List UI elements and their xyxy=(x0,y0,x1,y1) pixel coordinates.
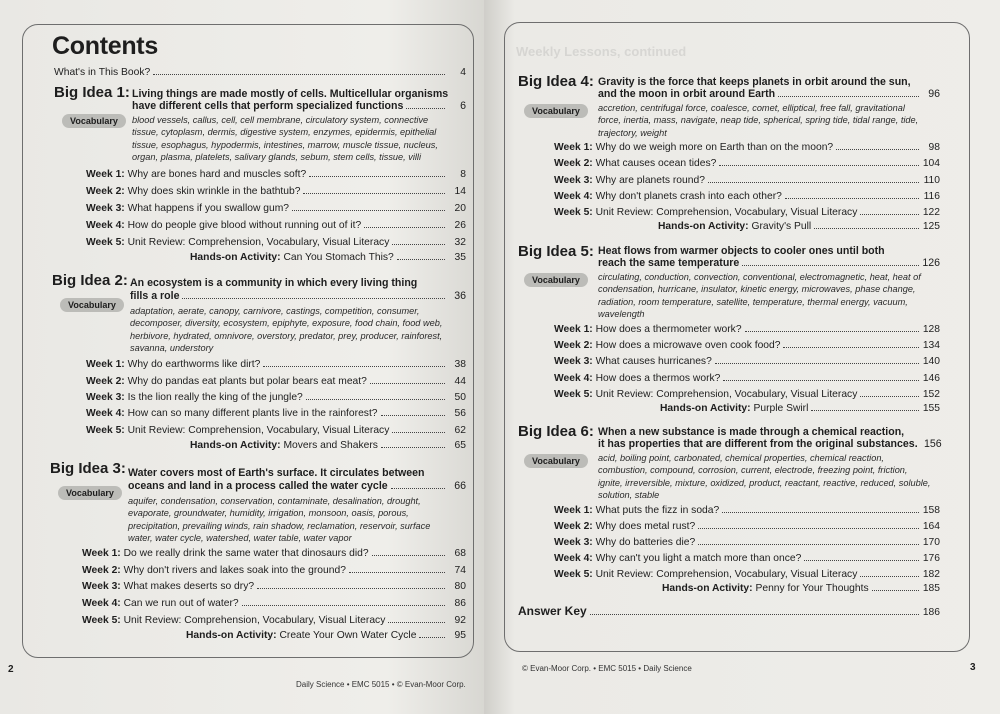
leader-dots xyxy=(715,355,919,364)
big-idea-3-entry xyxy=(128,480,466,493)
leader-dots xyxy=(723,372,919,381)
big-idea-5-label: Big Idea 5: xyxy=(518,243,594,260)
week-label: Week 5: xyxy=(554,389,593,400)
week-page: 134 xyxy=(922,340,940,351)
week-page: 32 xyxy=(454,237,466,248)
week-page: 26 xyxy=(454,220,466,231)
contents-title: Contents xyxy=(52,32,158,60)
big-idea-1-hands-on xyxy=(190,251,466,265)
big-idea-6-vocab-list: acid, boiling point, carbonated, chemical properties, chemical reaction, combustion, compound, corrosion, current, electrode, freezing point, friction, ignite, irreversible, mixture, oxidized, product, reactant, reactive, reduced, soluble, solution, stable xyxy=(598,453,931,501)
leader-dots xyxy=(698,536,919,545)
week-label: Week 4: xyxy=(554,373,593,384)
big-idea-1-line2: have different cells that perform specialized functions xyxy=(132,100,404,112)
hands-on-title: Penny for Your Thoughts xyxy=(755,583,869,594)
hands-on-label: Hands-on Activity: xyxy=(186,630,277,641)
week-page: 158 xyxy=(922,505,940,516)
big-idea-6-vocab-tag: Vocabulary xyxy=(524,454,588,468)
week-page: 92 xyxy=(454,615,466,626)
week-page: 164 xyxy=(922,521,940,532)
big-idea-5-week-5 xyxy=(554,388,940,402)
big-idea-2-week-5 xyxy=(86,424,466,438)
big-idea-2-label: Big Idea 2: xyxy=(52,272,128,289)
week-page: 38 xyxy=(454,359,466,370)
week-page: 176 xyxy=(922,553,940,564)
big-idea-5-line1: Heat flows from warmer objects to cooler ones until both xyxy=(598,245,885,257)
week-label: Week 2: xyxy=(554,521,593,532)
big-idea-5-week-1 xyxy=(554,323,940,337)
big-idea-1-week-4 xyxy=(86,219,466,233)
big-idea-2-line2: fills a role xyxy=(130,290,180,302)
week-title: How do people give blood without running out of it? xyxy=(127,220,362,231)
big-idea-2-vocab-tag: Vocabulary xyxy=(60,298,124,312)
answer-key-text: Answer Key xyxy=(518,604,587,618)
toc-intro-text: What's in This Book? xyxy=(54,67,151,78)
big-idea-2-week-3 xyxy=(86,391,466,405)
week-title: Why does metal rust? xyxy=(595,521,696,532)
big-idea-4-page: 96 xyxy=(928,88,940,100)
big-idea-6-line1: When a new substance is made through a chemical reaction, xyxy=(598,426,905,438)
week-label: Week 1: xyxy=(554,324,593,335)
week-page: 8 xyxy=(460,169,466,180)
hands-on-title: Create Your Own Water Cycle xyxy=(279,630,417,641)
week-page: 152 xyxy=(922,389,940,400)
week-title: Why do we weigh more on Earth than on the moon? xyxy=(595,142,834,153)
leader-dots xyxy=(783,339,919,348)
week-title: What puts the fizz in soda? xyxy=(595,505,720,516)
hands-on-label: Hands-on Activity: xyxy=(190,440,281,451)
week-title: How does a thermos work? xyxy=(595,373,721,384)
week-title: What causes ocean tides? xyxy=(595,158,717,169)
big-idea-3-week-2 xyxy=(82,564,466,578)
big-idea-5-week-2 xyxy=(554,339,940,353)
week-title: How does a thermometer work? xyxy=(595,324,742,335)
big-idea-5-page: 126 xyxy=(922,257,940,269)
leader-dots xyxy=(722,504,919,513)
leader-dots xyxy=(242,597,445,606)
big-idea-6-hands-on xyxy=(662,582,940,596)
week-title: Unit Review: Comprehension, Vocabulary, Visual Literacy xyxy=(595,569,858,580)
week-label: Week 2: xyxy=(82,565,121,576)
leader-dots xyxy=(590,606,919,615)
week-page: 98 xyxy=(928,142,940,153)
leader-dots xyxy=(804,552,919,561)
left-page xyxy=(0,0,484,714)
big-idea-5-week-3 xyxy=(554,355,940,369)
big-idea-6-week-3 xyxy=(554,536,940,550)
hands-on-page: 185 xyxy=(922,583,940,594)
big-idea-2-page: 36 xyxy=(454,290,466,302)
week-title: Why are bones hard and muscles soft? xyxy=(127,169,307,180)
toc-intro-page: 4 xyxy=(460,67,466,78)
answer-key-page: 186 xyxy=(922,607,940,618)
big-idea-1-week-3 xyxy=(86,202,466,216)
leader-dots xyxy=(860,568,919,577)
week-title: Unit Review: Comprehension, Vocabulary, Visual Literacy xyxy=(595,207,858,218)
big-idea-4-vocab-list: accretion, centrifugal force, coalesce, comet, elliptical, free fall, gravitational force, inertia, mass, navigate, neap tide, spherical, spring tide, tidal range, tide, trajectory, weight xyxy=(598,103,919,138)
leader-dots xyxy=(153,66,445,75)
week-title: Unit Review: Comprehension, Vocabulary, Visual Literacy xyxy=(595,389,858,400)
big-idea-4-week-2 xyxy=(554,157,940,171)
big-idea-1-label: Big Idea 1: xyxy=(54,84,130,101)
leader-dots xyxy=(860,206,919,215)
big-idea-1-week-1 xyxy=(86,168,466,182)
leader-dots xyxy=(419,629,445,638)
week-title: How does a microwave oven cook food? xyxy=(595,340,781,351)
big-idea-3-page: 66 xyxy=(454,480,466,492)
week-label: Week 4: xyxy=(86,220,125,231)
week-label: Week 1: xyxy=(554,142,593,153)
big-idea-3-line2: oceans and land in a process called the water cycle xyxy=(128,480,388,492)
week-title: Why do pandas eat plants but polar bears eat meat? xyxy=(127,376,367,387)
week-label: Week 1: xyxy=(82,548,121,559)
week-label: Week 4: xyxy=(554,553,593,564)
week-page: 86 xyxy=(454,598,466,609)
big-idea-3-week-4 xyxy=(82,597,466,611)
leader-dots xyxy=(785,190,919,199)
hands-on-title: Movers and Shakers xyxy=(283,440,378,451)
week-label: Week 4: xyxy=(86,408,125,419)
leader-dots xyxy=(364,219,445,228)
week-label: Week 3: xyxy=(554,175,593,186)
big-idea-5-hands-on xyxy=(660,402,940,416)
hands-on-page: 125 xyxy=(922,221,940,232)
week-label: Week 2: xyxy=(554,340,593,351)
leader-dots xyxy=(698,520,919,529)
week-page: 110 xyxy=(923,175,940,186)
week-page: 122 xyxy=(922,207,940,218)
big-idea-4-line1: Gravity is the force that keeps planets in orbit around the sun, xyxy=(598,76,911,88)
week-title: What happens if you swallow gum? xyxy=(127,203,290,214)
week-page: 14 xyxy=(454,186,466,197)
big-idea-2-week-1 xyxy=(86,358,466,372)
big-idea-4-week-3 xyxy=(554,174,940,188)
week-page: 80 xyxy=(454,581,466,592)
week-page: 128 xyxy=(922,324,940,335)
big-idea-3-week-3 xyxy=(82,580,466,594)
big-idea-2-hands-on xyxy=(190,439,466,453)
hands-on-title: Can You Stomach This? xyxy=(283,252,394,263)
week-page: 146 xyxy=(922,373,940,384)
bleed-through-heading: Weekly Lessons, continued xyxy=(516,44,687,59)
week-label: Week 3: xyxy=(86,392,125,403)
leader-dots xyxy=(381,439,445,448)
hands-on-page: 155 xyxy=(922,403,940,414)
big-idea-6-week-5 xyxy=(554,568,940,582)
leader-dots xyxy=(872,582,919,591)
leader-dots xyxy=(391,480,445,489)
week-page: 182 xyxy=(922,569,940,580)
week-page: 56 xyxy=(454,408,466,419)
leader-dots xyxy=(306,391,445,400)
week-title: Why does skin wrinkle in the bathtub? xyxy=(127,186,301,197)
week-title: Can we run out of water? xyxy=(123,598,239,609)
week-label: Week 2: xyxy=(86,376,125,387)
week-title: Why can't you light a match more than once? xyxy=(595,553,802,564)
big-idea-6-week-2 xyxy=(554,520,940,534)
leader-dots xyxy=(392,424,445,433)
leader-dots xyxy=(381,407,445,416)
big-idea-2-vocab-list: adaptation, aerate, canopy, carnivore, castings, competition, consumer, decomposer, diversity, ecosystem, epiphyte, exposure, food chain, food web, herbivore, hydrated, omnivore, overstory, predator, prey, producer, rainforest, savanna, understory xyxy=(130,306,443,354)
big-idea-1-week-2 xyxy=(86,185,466,199)
leader-dots xyxy=(292,202,445,211)
leader-dots xyxy=(263,358,445,367)
week-title: What causes hurricanes? xyxy=(595,356,712,367)
big-idea-2-entry xyxy=(130,290,466,303)
hands-on-page: 65 xyxy=(454,440,466,451)
hands-on-page: 95 xyxy=(454,630,466,641)
leader-dots xyxy=(836,141,919,150)
leader-dots xyxy=(372,547,445,556)
big-idea-6-line2: it has properties that are different from the original substances. xyxy=(598,438,918,450)
week-title: Unit Review: Comprehension, Vocabulary, Visual Literacy xyxy=(127,425,390,436)
hands-on-title: Gravity's Pull xyxy=(751,221,812,232)
week-title: Why are planets round? xyxy=(595,175,705,186)
leader-dots xyxy=(257,580,445,589)
hands-on-page: 35 xyxy=(454,252,466,263)
answer-key-entry xyxy=(518,604,940,620)
leader-dots xyxy=(303,185,445,194)
leader-dots xyxy=(406,100,445,109)
week-page: 104 xyxy=(922,158,940,169)
big-idea-6-entry xyxy=(598,438,940,451)
week-label: Week 3: xyxy=(82,581,121,592)
big-idea-4-week-4 xyxy=(554,190,940,204)
week-title: Why don't planets crash into each other? xyxy=(595,191,782,202)
leader-dots xyxy=(708,174,919,183)
leader-dots xyxy=(814,220,919,229)
big-idea-2-week-2 xyxy=(86,375,466,389)
big-idea-1-page: 6 xyxy=(460,100,466,112)
week-page: 20 xyxy=(454,203,466,214)
week-title: How can so many different plants live in the rainforest? xyxy=(127,408,378,419)
week-label: Week 2: xyxy=(86,186,125,197)
big-idea-4-entry xyxy=(598,88,940,101)
week-title: Unit Review: Comprehension, Vocabulary, Visual Literacy xyxy=(123,615,386,626)
big-idea-6-page: 156 xyxy=(923,438,942,450)
week-page: 68 xyxy=(454,548,466,559)
leader-dots xyxy=(397,251,445,260)
week-page: 140 xyxy=(922,356,940,367)
hands-on-label: Hands-on Activity: xyxy=(190,252,281,263)
hands-on-label: Hands-on Activity: xyxy=(660,403,751,414)
week-label: Week 5: xyxy=(554,569,593,580)
week-label: Week 5: xyxy=(86,237,125,248)
week-title: Why do earthworms like dirt? xyxy=(127,359,261,370)
big-idea-4-label: Big Idea 4: xyxy=(518,73,594,90)
week-page: 170 xyxy=(922,537,940,548)
week-title: Do we really drink the same water that dinosaurs did? xyxy=(123,548,369,559)
big-idea-3-week-5 xyxy=(82,614,466,628)
big-idea-6-week-1 xyxy=(554,504,940,518)
week-title: Is the lion really the king of the jungle? xyxy=(127,392,303,403)
big-idea-3-hands-on xyxy=(186,629,466,643)
big-idea-1-vocab-tag: Vocabulary xyxy=(62,114,126,128)
big-idea-4-hands-on xyxy=(658,220,940,234)
leader-dots xyxy=(370,375,445,384)
big-idea-1-entry xyxy=(132,100,466,113)
big-idea-3-week-1 xyxy=(82,547,466,561)
hands-on-title: Purple Swirl xyxy=(753,403,809,414)
leader-dots xyxy=(778,88,919,97)
big-idea-3-label: Big Idea 3: xyxy=(50,460,126,477)
leader-dots xyxy=(860,388,919,397)
left-page-footer: Daily Science • EMC 5015 • © Evan-Moor Corp. xyxy=(296,680,466,689)
big-idea-5-vocab-list: circulating, conduction, convection, conventional, electromagnetic, heat, heat of condensation, hurricane, insulator, kinetic energy, microwaves, phase change, radiation, room temperature, satellite, temperature, thermal energy, vacuum, wavelength xyxy=(598,272,921,320)
big-idea-6-label: Big Idea 6: xyxy=(518,423,594,440)
week-label: Week 1: xyxy=(554,505,593,516)
week-label: Week 2: xyxy=(554,158,593,169)
big-idea-5-entry xyxy=(598,257,940,270)
week-page: 74 xyxy=(454,565,466,576)
week-label: Week 3: xyxy=(554,356,593,367)
big-idea-4-line2: and the moon in orbit around Earth xyxy=(598,88,776,100)
week-label: Week 5: xyxy=(554,207,593,218)
week-label: Week 4: xyxy=(554,191,593,202)
big-idea-5-week-4 xyxy=(554,372,940,386)
week-title: Unit Review: Comprehension, Vocabulary, Visual Literacy xyxy=(127,237,390,248)
big-idea-4-week-5 xyxy=(554,206,940,220)
leader-dots xyxy=(349,564,445,573)
hands-on-label: Hands-on Activity: xyxy=(662,583,753,594)
week-title: Why do batteries die? xyxy=(595,537,696,548)
big-idea-5-line2: reach the same temperature xyxy=(598,257,740,269)
leader-dots xyxy=(811,402,919,411)
big-idea-1-line1: Living things are made mostly of cells. Multicellular organisms xyxy=(132,88,449,100)
big-idea-1-vocab-list: blood vessels, callus, cell, cell membrane, circulatory system, connective tissue, cytoplasm, dermis, digestive system, enzymes, epidermis, epithelial tissue, esophagus, hypodermis, intestines, marrow, muscle tissue, nucleus, organ, plasma, platelets, salivary glands, sebum, stem cells, tissue, villi xyxy=(132,115,438,163)
week-page: 44 xyxy=(454,376,466,387)
week-page: 116 xyxy=(923,191,940,202)
leader-dots xyxy=(388,614,445,623)
right-page-footer: © Evan-Moor Corp. • EMC 5015 • Daily Science xyxy=(522,664,692,673)
week-page: 62 xyxy=(454,425,466,436)
big-idea-2-week-4 xyxy=(86,407,466,421)
big-idea-4-vocab-tag: Vocabulary xyxy=(524,104,588,118)
big-idea-1-week-5 xyxy=(86,236,466,250)
left-page-number: 2 xyxy=(8,664,14,675)
big-idea-3-vocab-list: aquifer, condensation, conservation, contaminate, desalination, drought, evaporate, groundwater, humidity, irrigation, monsoon, oasis, porous, precipitation, prevailing winds, rain shadow, reclamation, reservoir, surface water, water cycle, watershed, water table, water vapor xyxy=(128,496,431,544)
big-idea-3-vocab-tag: Vocabulary xyxy=(58,486,122,500)
big-idea-6-week-4 xyxy=(554,552,940,566)
week-label: Week 1: xyxy=(86,359,125,370)
right-page-number: 3 xyxy=(970,662,976,673)
big-idea-5-vocab-tag: Vocabulary xyxy=(524,273,588,287)
big-idea-3-line1: Water covers most of Earth's surface. It circulates between xyxy=(128,467,425,479)
big-idea-2-line1: An ecosystem is a community in which every living thing xyxy=(130,277,418,289)
week-label: Week 4: xyxy=(82,598,121,609)
week-title: What makes deserts so dry? xyxy=(123,581,255,592)
leader-dots xyxy=(392,236,445,245)
big-idea-4-week-1 xyxy=(554,141,940,155)
week-label: Week 1: xyxy=(86,169,125,180)
leader-dots xyxy=(309,168,445,177)
leader-dots xyxy=(719,157,919,166)
week-title: Why don't rivers and lakes soak into the ground? xyxy=(123,565,346,576)
hands-on-label: Hands-on Activity: xyxy=(658,221,749,232)
week-label: Week 3: xyxy=(86,203,125,214)
week-page: 50 xyxy=(454,392,466,403)
week-label: Week 5: xyxy=(82,615,121,626)
week-label: Week 5: xyxy=(86,425,125,436)
leader-dots xyxy=(182,290,445,299)
toc-intro-entry xyxy=(54,66,466,80)
week-label: Week 3: xyxy=(554,537,593,548)
leader-dots xyxy=(742,257,919,266)
leader-dots xyxy=(745,323,919,332)
